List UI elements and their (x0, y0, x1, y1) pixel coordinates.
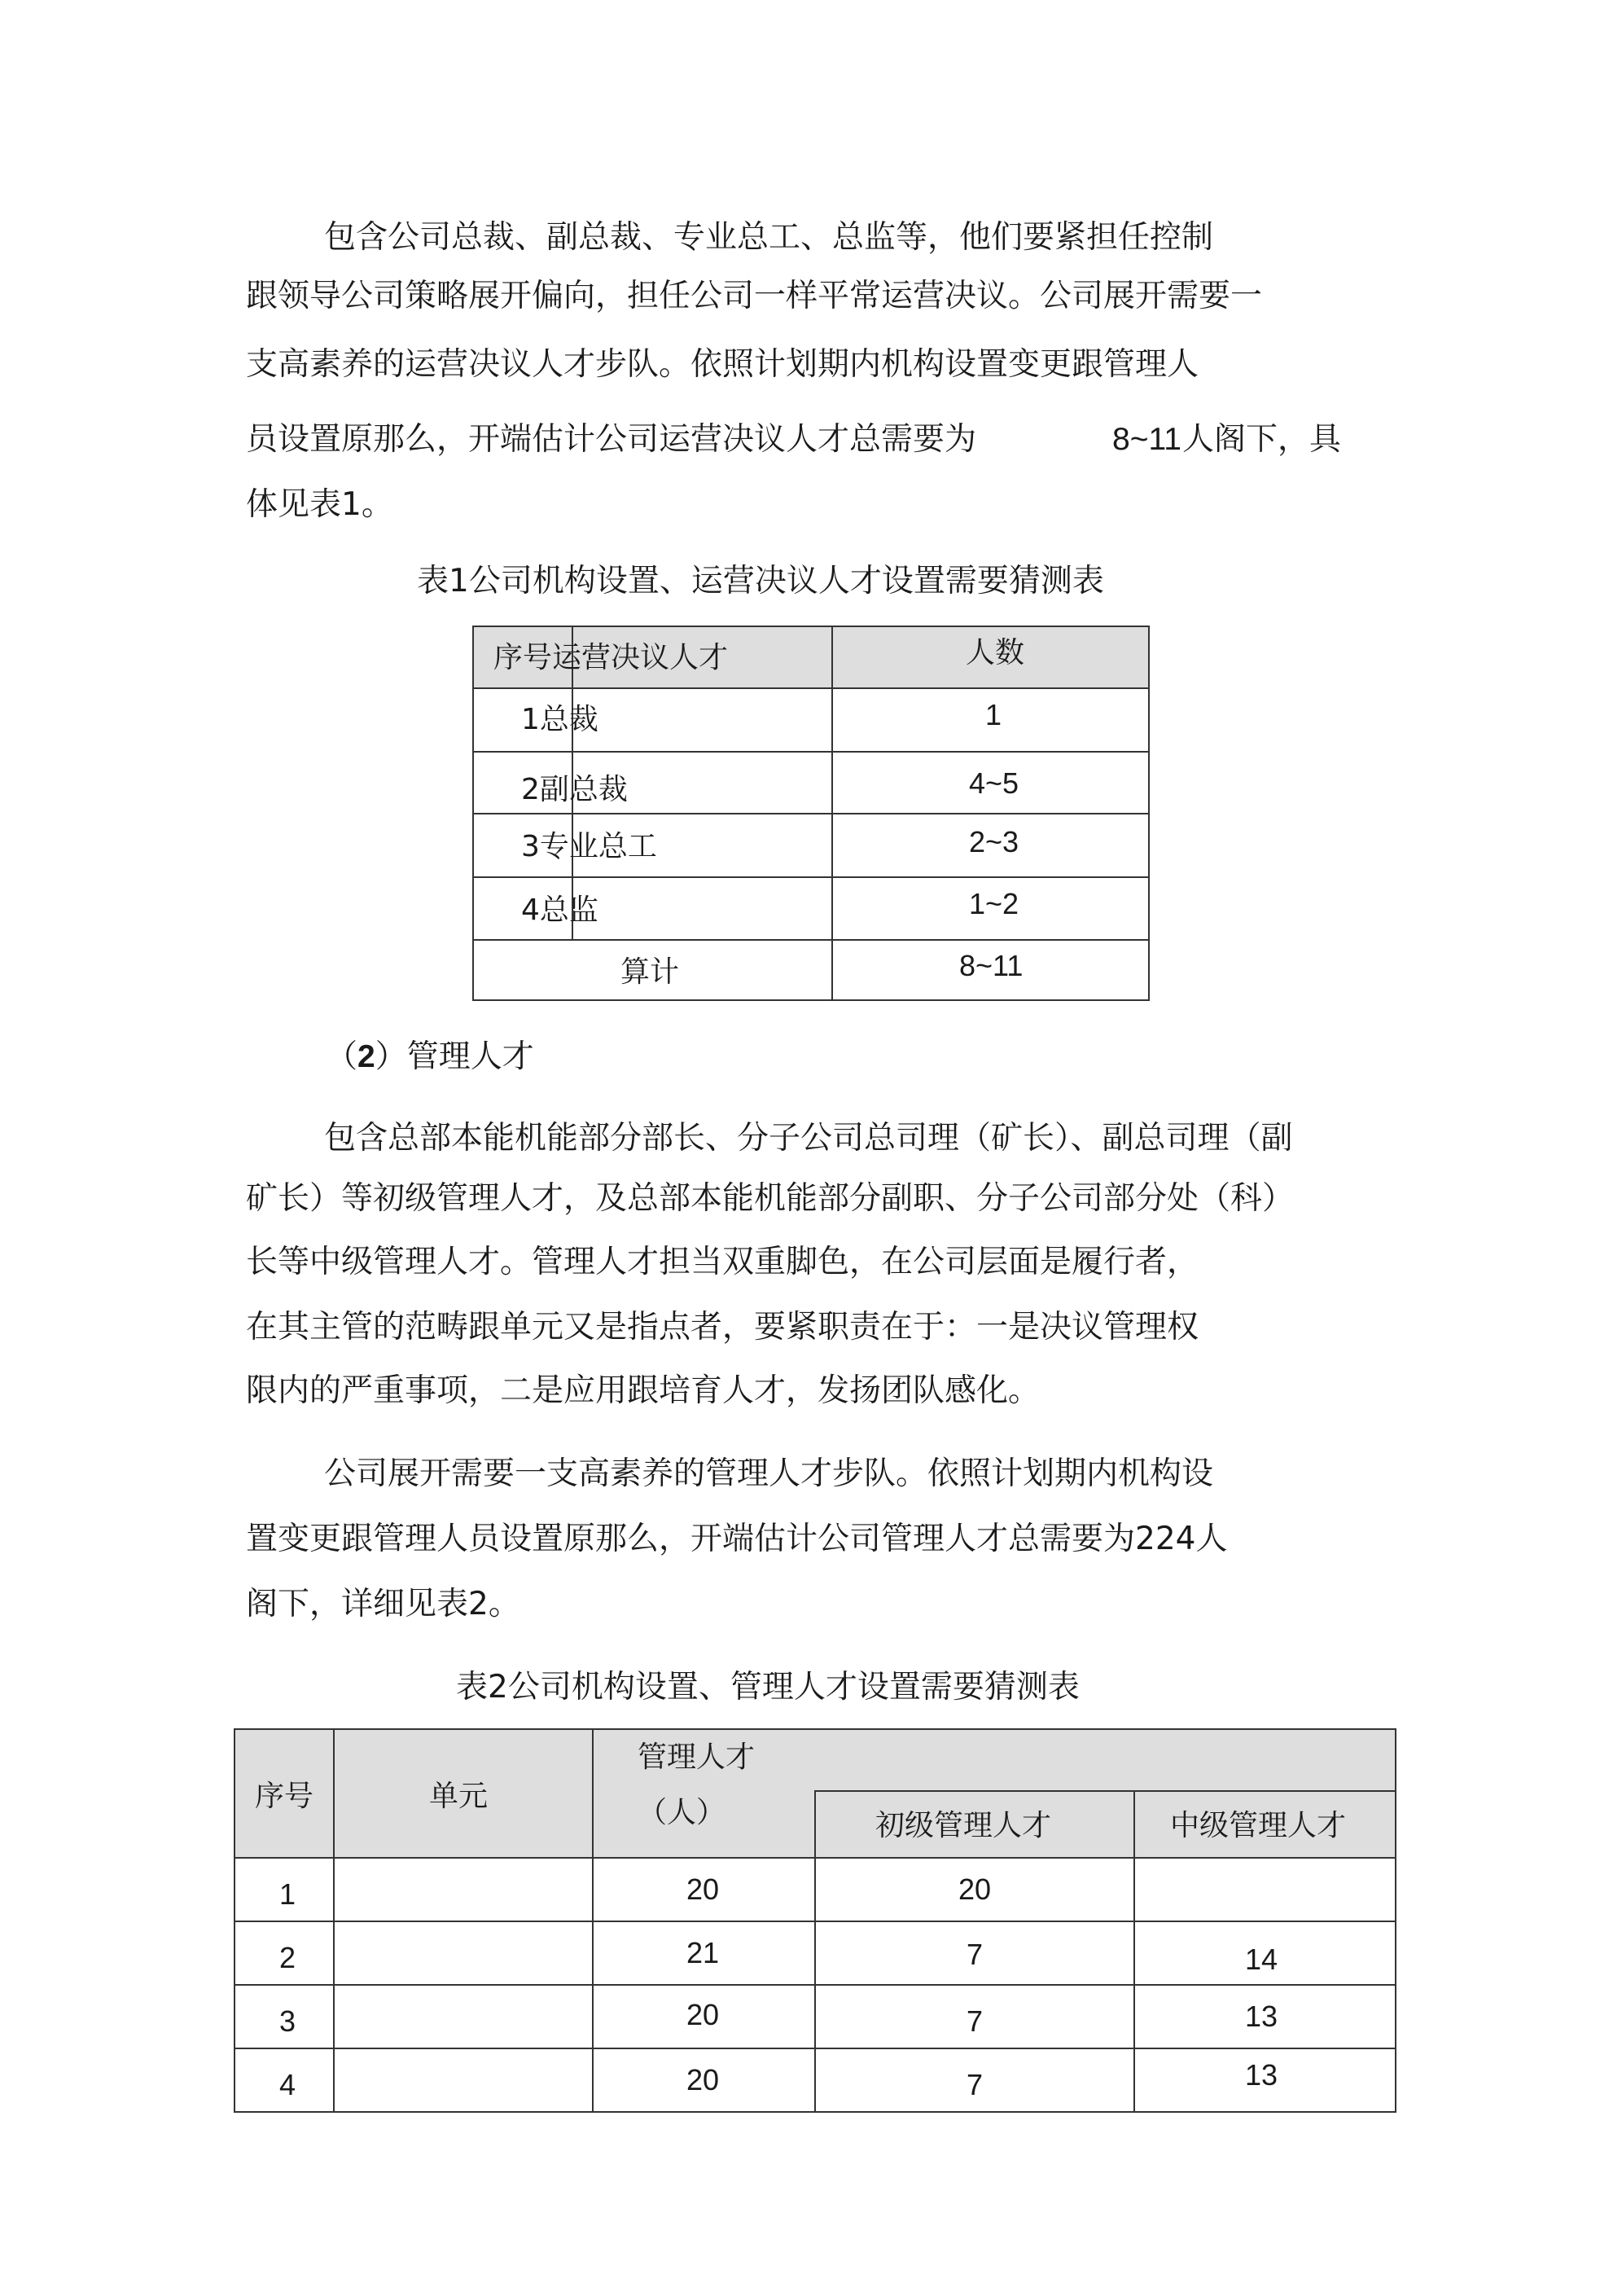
table1-row-value: 2~3 (969, 825, 1019, 858)
paragraph1-line4-tail: 人阁下，具 (1182, 421, 1342, 458)
table2-col-divider (1133, 1790, 1135, 2111)
table2-header-mgmt-unit: （人） (638, 1796, 726, 1829)
table1-total-value: 8~11 (959, 949, 1024, 982)
table2-row-total: 21 (686, 1936, 720, 1969)
table2-row-junior: 7 (967, 2004, 984, 2038)
table2-row-middle: 13 (1245, 2000, 1278, 2033)
heading-open-paren: （ (326, 1038, 358, 1075)
table2-row-total: 20 (686, 1872, 720, 1906)
table2-row-seq: 1 (279, 1877, 296, 1911)
paragraph2-line2: 矿长）等初级管理人才，及总部本能机能部分副职、分子公司部分处（科） (246, 1180, 1295, 1217)
table1-header-left: 序号运营决议人才 (493, 641, 729, 674)
table1-row-divider (474, 813, 1148, 814)
paragraph2-line3: 长等中级管理人才。管理人才担当双重脚色，在公司层面是履行者， (246, 1244, 1199, 1280)
table2-row-junior: 7 (967, 2068, 984, 2101)
paragraph2-line4: 在其主管的范畴跟单元又是指点者，要紧职责在于：一是决议管理权 (246, 1309, 1199, 1346)
table2-header-middle: 中级管理人才 (1170, 1809, 1347, 1842)
paragraph3-line3: 阁下，详细见表2。 (246, 1586, 520, 1622)
table1-row-divider (474, 687, 1148, 689)
table2-row-divider (235, 2048, 1395, 2049)
table2-header-junior: 初级管理人才 (875, 1809, 1052, 1842)
table2-row-middle: 13 (1245, 2058, 1278, 2092)
table2-row-total: 20 (686, 1998, 720, 2031)
section-heading-management (326, 1038, 534, 1075)
table1-row-label: 2副总裁 (521, 773, 628, 806)
table2-row-divider (235, 1984, 1395, 1986)
table2-col-divider (814, 1790, 816, 2111)
paragraph2-line5: 限内的严重事项，二是应用跟培育人才，发扬团队感化。 (246, 1372, 1041, 1409)
table2-header-subdivider (814, 1790, 1395, 1792)
table1 (472, 626, 1150, 1001)
table2-header-mgmt: 管理人才 (638, 1741, 756, 1774)
paragraph3-line2: 置变更跟管理人员设置原那么，开端估计公司管理人才总需要为224人 (246, 1521, 1228, 1557)
table1-row-divider (474, 876, 1148, 878)
table2 (234, 1728, 1396, 2113)
table2-header-seq: 序号 (255, 1780, 314, 1813)
paragraph1-line3: 支高素养的运营决议人才步队。依照计划期内机构设置变更跟管理人 (246, 346, 1199, 383)
heading-text: ）管理人才 (375, 1038, 534, 1075)
table1-row-label: 3专业总工 (521, 830, 657, 863)
table2-row-junior: 20 (958, 1872, 992, 1906)
table1-row-divider (474, 751, 1148, 753)
table1-row-value: 1~2 (969, 887, 1019, 920)
table1-total-label: 算计 (620, 955, 680, 989)
table2-row-seq: 3 (279, 2004, 296, 2038)
table2-row-middle: 14 (1245, 1943, 1278, 1976)
paragraph1-line4: 员设置原那么，开端估计公司运营决议人才总需要为 (246, 421, 977, 458)
table2-caption: 表2公司机构设置、管理人才设置需要猜测表 (456, 1669, 1080, 1706)
paragraph1-line5: 体见表1。 (246, 486, 393, 523)
heading-number: 2 (357, 1039, 375, 1074)
paragraph1-line2: 跟领导公司策略展开偏向，担任公司一样平常运营决议。公司展开需要一 (246, 278, 1263, 314)
paragraph3-line1: 公司展开需要一支高素养的管理人才步队。依照计划期内机构设 (324, 1455, 1214, 1492)
table2-row-divider (235, 1857, 1395, 1859)
table2-row-total: 20 (686, 2063, 720, 2096)
table1-row-divider (474, 939, 1148, 941)
table2-row-seq: 2 (279, 1941, 296, 1974)
table1-row-value: 1 (985, 698, 1002, 731)
table1-header-right: 人数 (966, 636, 1025, 669)
table1-row-value: 4~5 (969, 766, 1019, 800)
table2-row-seq: 4 (279, 2068, 296, 2101)
table1-row-label: 1总裁 (521, 703, 598, 736)
paragraph1-line1: 包含公司总裁、副总裁、专业总工、总监等，他们要紧担任控制 (324, 219, 1214, 256)
table2-header-unit: 单元 (429, 1780, 489, 1813)
paragraph2-line1: 包含总部本能机能部分部长、分子公司总司理（矿长）、副总司理（副 (324, 1120, 1293, 1157)
table2-row-junior: 7 (967, 1938, 984, 1971)
table1-row-label: 4总监 (521, 893, 598, 927)
paragraph1-line4-number: 8~11 (1112, 422, 1181, 457)
table2-row-divider (235, 1921, 1395, 1922)
table1-caption: 表1公司机构设置、运营决议人才设置需要猜测表 (417, 563, 1104, 599)
